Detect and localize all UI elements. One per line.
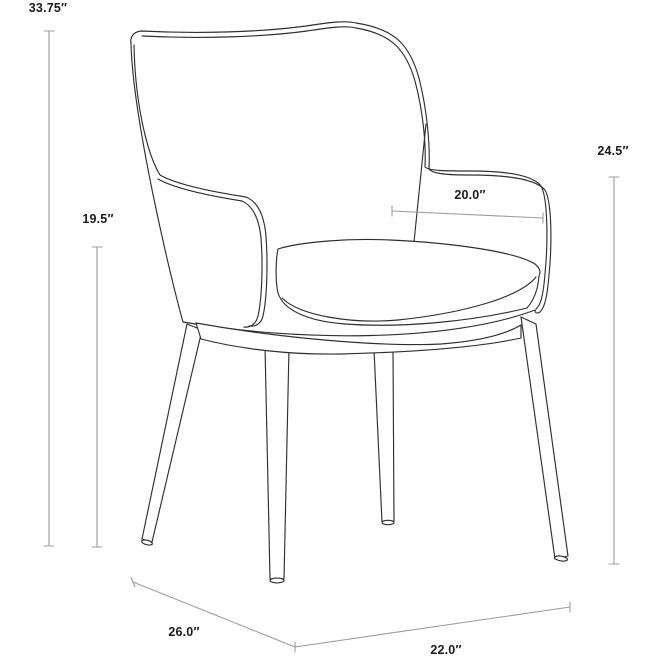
overall-depth-label: 26.0″ [168,625,200,639]
overall-height-dimension-line [44,31,54,546]
seat-interior-width-label: 20.0″ [454,188,486,202]
chair-seat-cushion [276,239,540,325]
overall-depth-dimension-line [131,577,295,647]
chair-foot-front-left [270,578,284,583]
seat-height-label: 19.5″ [82,212,114,226]
overall-height-label: 33.75″ [28,1,68,15]
chair-leg-back-right [374,350,394,522]
chair-leg-back-left [142,324,202,542]
chair-leg-front-right [521,317,568,559]
arm-height-dimension-line [609,177,619,564]
arm-height-label: 24.5″ [597,144,629,158]
seat-height-dimension-line [92,247,102,547]
overall-width-label: 22.0″ [430,643,462,656]
chair-leg-front-left [265,346,289,579]
chair-drawing [131,22,568,583]
chair-foot-back-right [382,520,394,524]
